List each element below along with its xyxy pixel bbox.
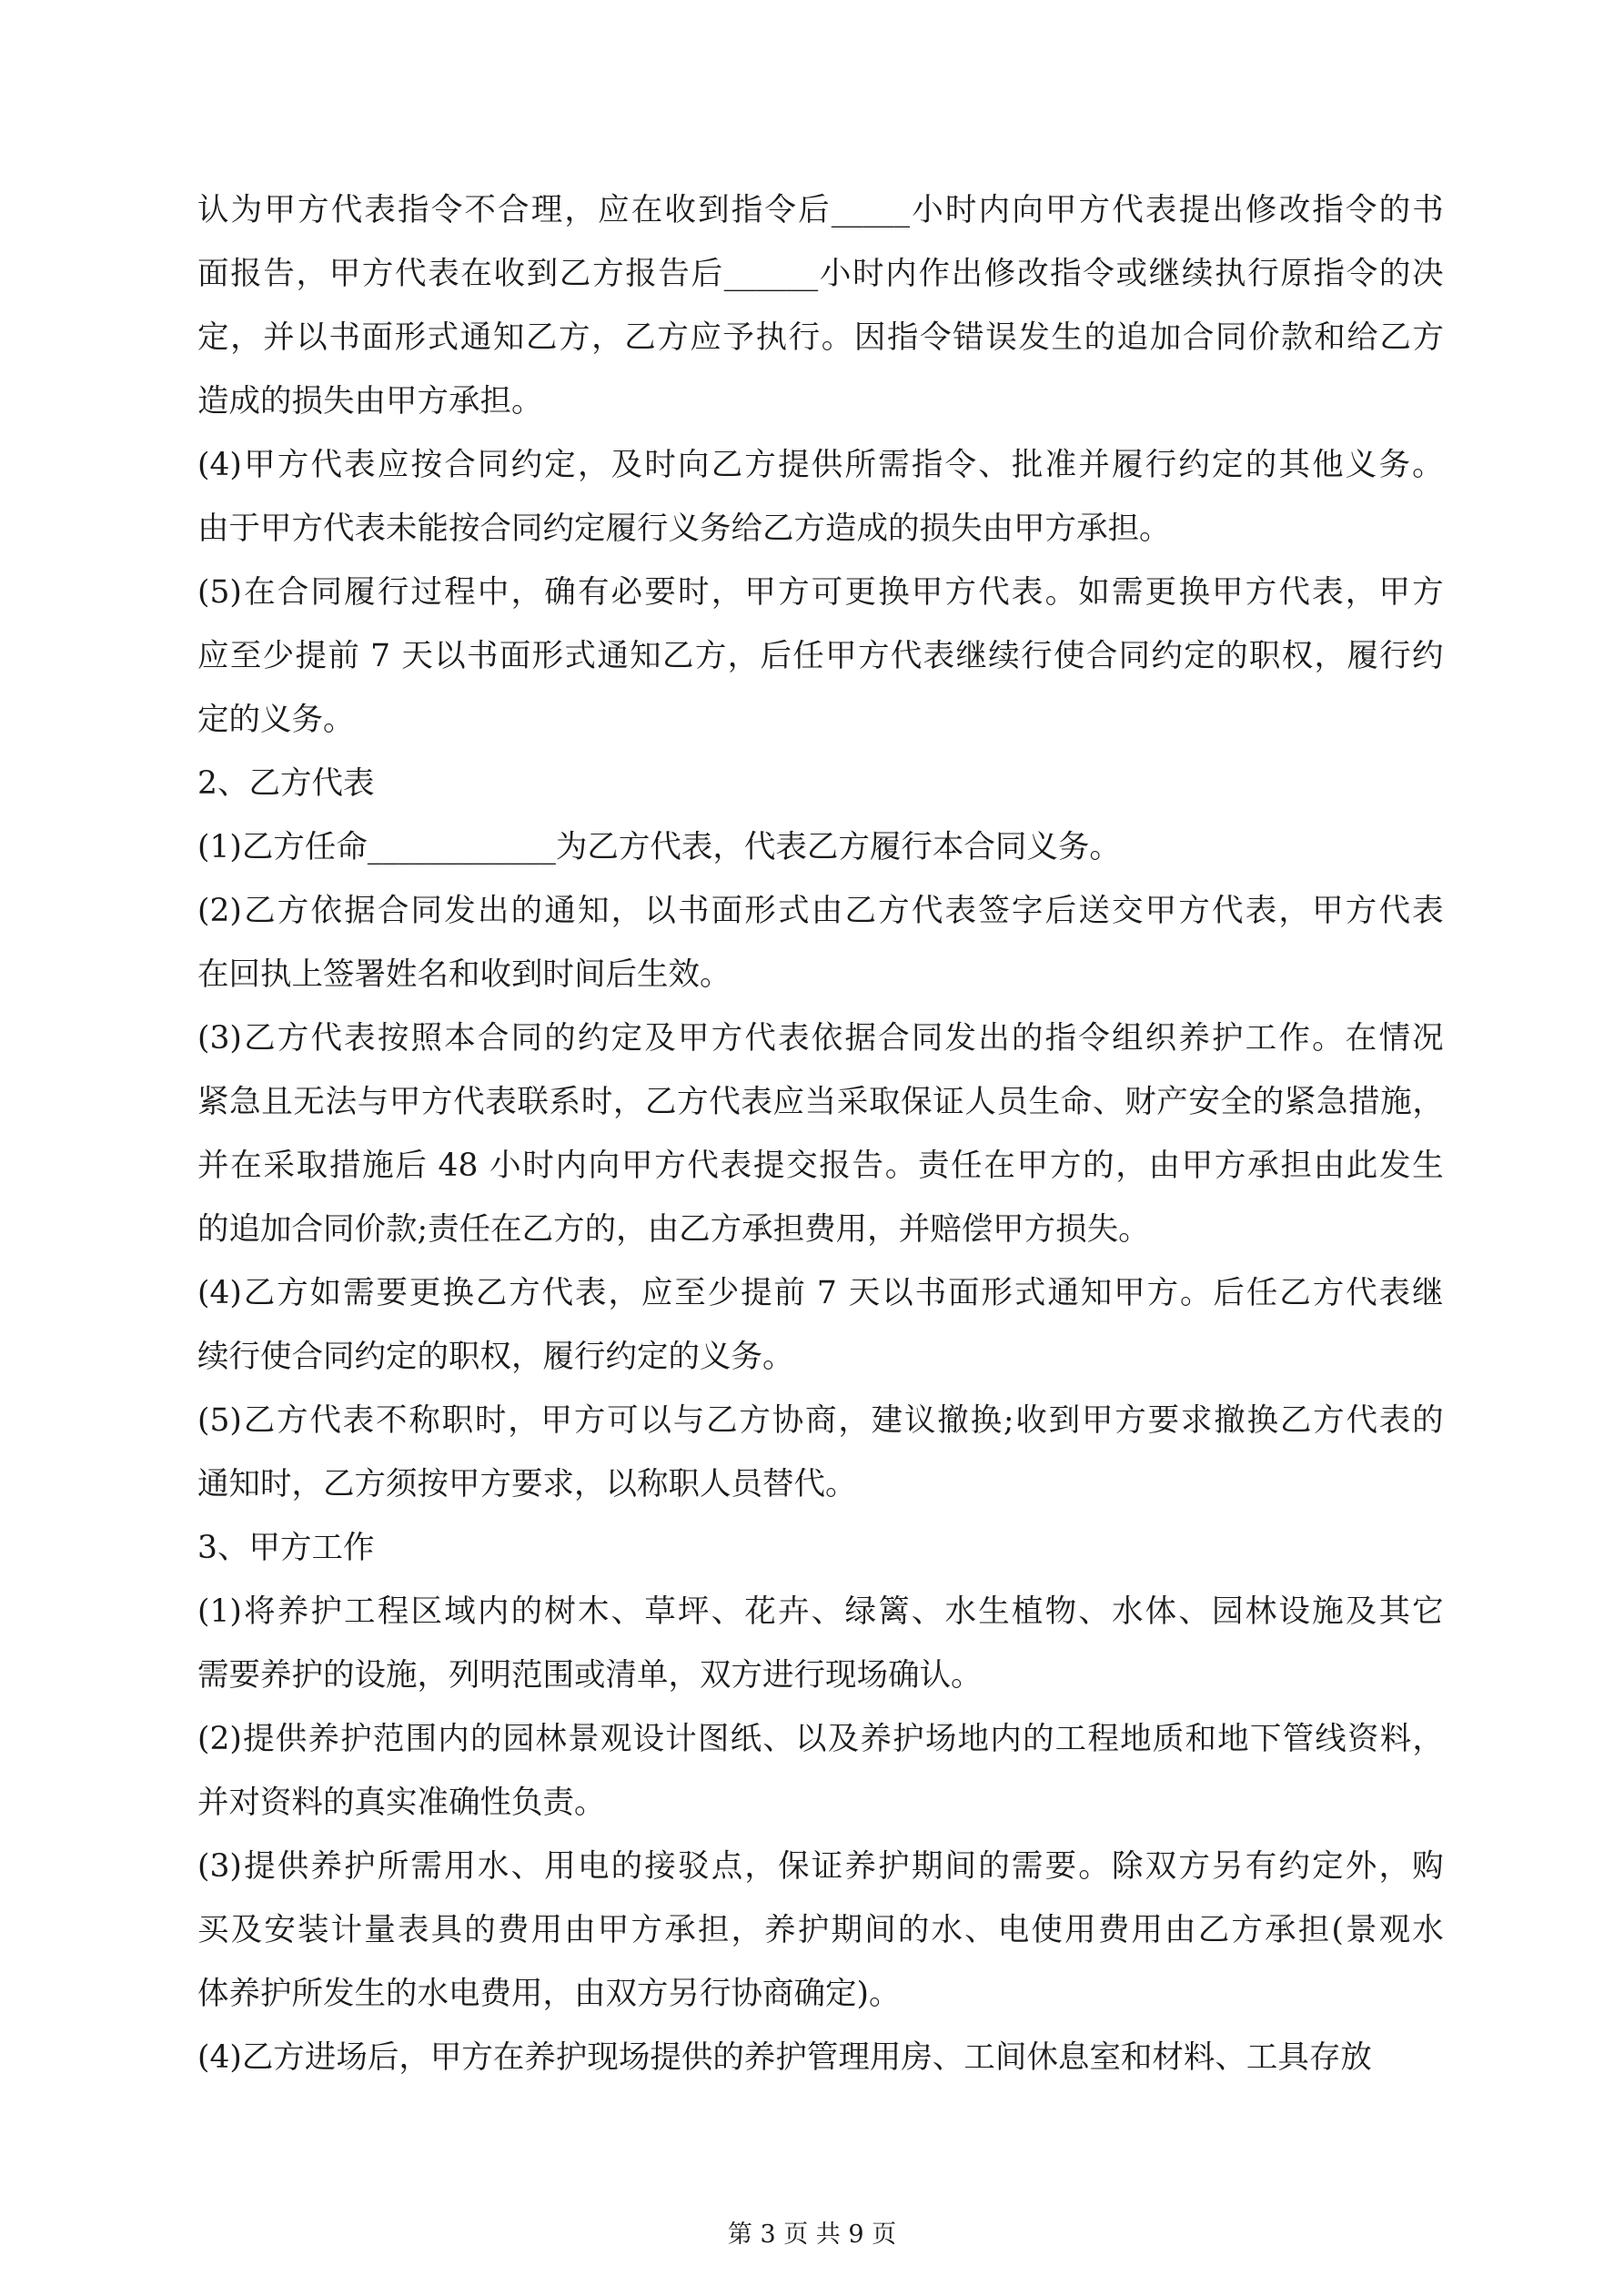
text-line: (3) 乙 方 代 表 按 照 本 合 同 的 约 定 及 甲 方 代 表 依 据 合 同 发 出 的 指 令 组 织 养 护 工 作 。 在 情 况 <box>197 1020 1444 1057</box>
text-line: (5) 乙 方 代 表 不 称 职 时 ， 甲 方 可 以 与 乙 方 协 商 ， 建 议 撤 换 ; 收 到 甲 方 要 求 撤 换 乙 方 代 表 的 <box>197 1402 1444 1439</box>
document-body <box>197 178 1444 2089</box>
text-line: 认 为 甲 方 代 表 指 令 不 合 理 ， 应 在 收 到 指 令 后 _____ 小 时 内 向 甲 方 代 表 提 出 修 改 指 令 的 书 <box>197 192 1444 228</box>
text-line: 的追加合同价款;责任在乙方的，由乙方承担费用，并赔偿甲方损失。 <box>197 1211 1150 1248</box>
paragraph <box>197 178 1444 433</box>
text-line: (1)乙方任命____________为乙方代表，代表乙方履行本合同义务。 <box>197 829 1121 865</box>
paragraph <box>197 1835 1444 2026</box>
paragraph <box>197 433 1444 561</box>
text-line: 应 至 少 提 前 7 天 以 书 面 形 式 通 知 乙 方 ， 后 任 甲 方 代 表 继 续 行 使 合 同 约 定 的 职 权 ， 履 行 约 <box>197 638 1444 674</box>
text-line: 续行使合同约定的职权，履行约定的义务。 <box>197 1339 794 1375</box>
text-line: 在回执上签署姓名和收到时间后生效。 <box>197 956 731 993</box>
text-line: 体养护所发生的水电费用，由双方另行协商确定)。 <box>197 1976 901 2012</box>
paragraph <box>197 879 1444 1006</box>
text-line: 造成的损失由甲方承担。 <box>197 383 543 420</box>
text-line: (4) 甲 方 代 表 应 按 合 同 约 定 ， 及 时 向 乙 方 提 供 所 需 指 令 、 批 准 并 履 行 约 定 的 其 他 义 务 。 <box>197 447 1444 483</box>
paragraph <box>197 815 1444 879</box>
paragraph <box>197 1707 1444 1835</box>
text-line: (1) 将 养 护 工 程 区 域 内 的 树 木 、 草 坪 、 花 卉 、 绿 篱 、 水 生 植 物 、 水 体 、 园 林 设 施 及 其 它 <box>197 1593 1444 1630</box>
paragraph <box>197 2026 1444 2089</box>
text-line: 买 及 安 装 计 量 表 具 的 费 用 由 甲 方 承 担 ， 养 护 期 间 的 水 、 电 使 用 费 用 由 乙 方 承 担 ( 景 观 水 <box>197 1912 1444 1948</box>
text-line: 并对资料的真实准确性负责。 <box>197 1785 606 1821</box>
page-number-footer: 第 3 页 共 9 页 <box>727 2220 897 2249</box>
text-line: (5) 在 合 同 履 行 过 程 中 ， 确 有 必 要 时 ， 甲 方 可 更 换 甲 方 代 表 。 如 需 更 换 甲 方 代 表 ， 甲 方 <box>197 574 1444 611</box>
text-line: 定 ， 并 以 书 面 形 式 通 知 乙 方 ， 乙 方 应 予 执 行 。 因 指 令 错 误 发 生 的 追 加 合 同 价 款 和 给 乙 方 <box>197 319 1444 356</box>
text-line: (4) 乙 方 如 需 要 更 换 乙 方 代 表 ， 应 至 少 提 前 7 天 以 书 面 形 式 通 知 甲 方 。 后 任 乙 方 代 表 继 <box>197 1275 1444 1311</box>
text-line: 2、乙方代表 <box>197 765 375 802</box>
text-line: 紧 急 且 无 法 与 甲 方 代 表 联 系 时 ， 乙 方 代 表 应 当 采 取 保 证 人 员 生 命 、 财 产 安 全 的 紧 急 措 施 ， <box>197 1084 1444 1120</box>
text-line: 由于甲方代表未能按合同约定履行义务给乙方造成的损失由甲方承担。 <box>197 511 1171 547</box>
paragraph <box>197 1580 1444 1707</box>
text-line: 面 报 告 ， 甲 方 代 表 在 收 到 乙 方 报 告 后 ______ 小 时 内 作 出 修 改 指 令 或 继 续 执 行 原 指 令 的 决 <box>197 256 1444 292</box>
paragraph <box>197 752 1444 815</box>
text-line: 并 在 采 取 措 施 后 48 小 时 内 向 甲 方 代 表 提 交 报 告 。 责 任 在 甲 方 的 ， 由 甲 方 承 担 由 此 发 生 <box>197 1148 1444 1184</box>
text-line: 3、甲方工作 <box>197 1530 375 1566</box>
text-line: (3) 提 供 养 护 所 需 用 水 、 用 电 的 接 驳 点 ， 保 证 养 护 期 间 的 需 要 。 除 双 方 另 有 约 定 外 ， 购 <box>197 1848 1444 1885</box>
paragraph <box>197 1006 1444 1261</box>
text-line: (4)乙方进场后，甲方在养护现场提供的养护管理用房、工间休息室和材料、工具存放 <box>197 2039 1372 2076</box>
text-line: 通知时，乙方须按甲方要求，以称职人员替代。 <box>197 1466 857 1502</box>
paragraph <box>197 561 1444 752</box>
text-line: 定的义务。 <box>197 702 355 738</box>
text-line: (2) 乙 方 依 据 合 同 发 出 的 通 知 ， 以 书 面 形 式 由 乙 方 代 表 签 字 后 送 交 甲 方 代 表 ， 甲 方 代 表 <box>197 893 1444 929</box>
paragraph <box>197 1261 1444 1389</box>
paragraph <box>197 1516 1444 1580</box>
text-line: 需要养护的设施，列明范围或清单，双方进行现场确认。 <box>197 1657 983 1694</box>
paragraph <box>197 1389 1444 1516</box>
text-line: (2) 提 供 养 护 范 围 内 的 园 林 景 观 设 计 图 纸 、 以 及 养 护 场 地 内 的 工 程 地 质 和 地 下 管 线 资 料 ， <box>197 1721 1444 1757</box>
